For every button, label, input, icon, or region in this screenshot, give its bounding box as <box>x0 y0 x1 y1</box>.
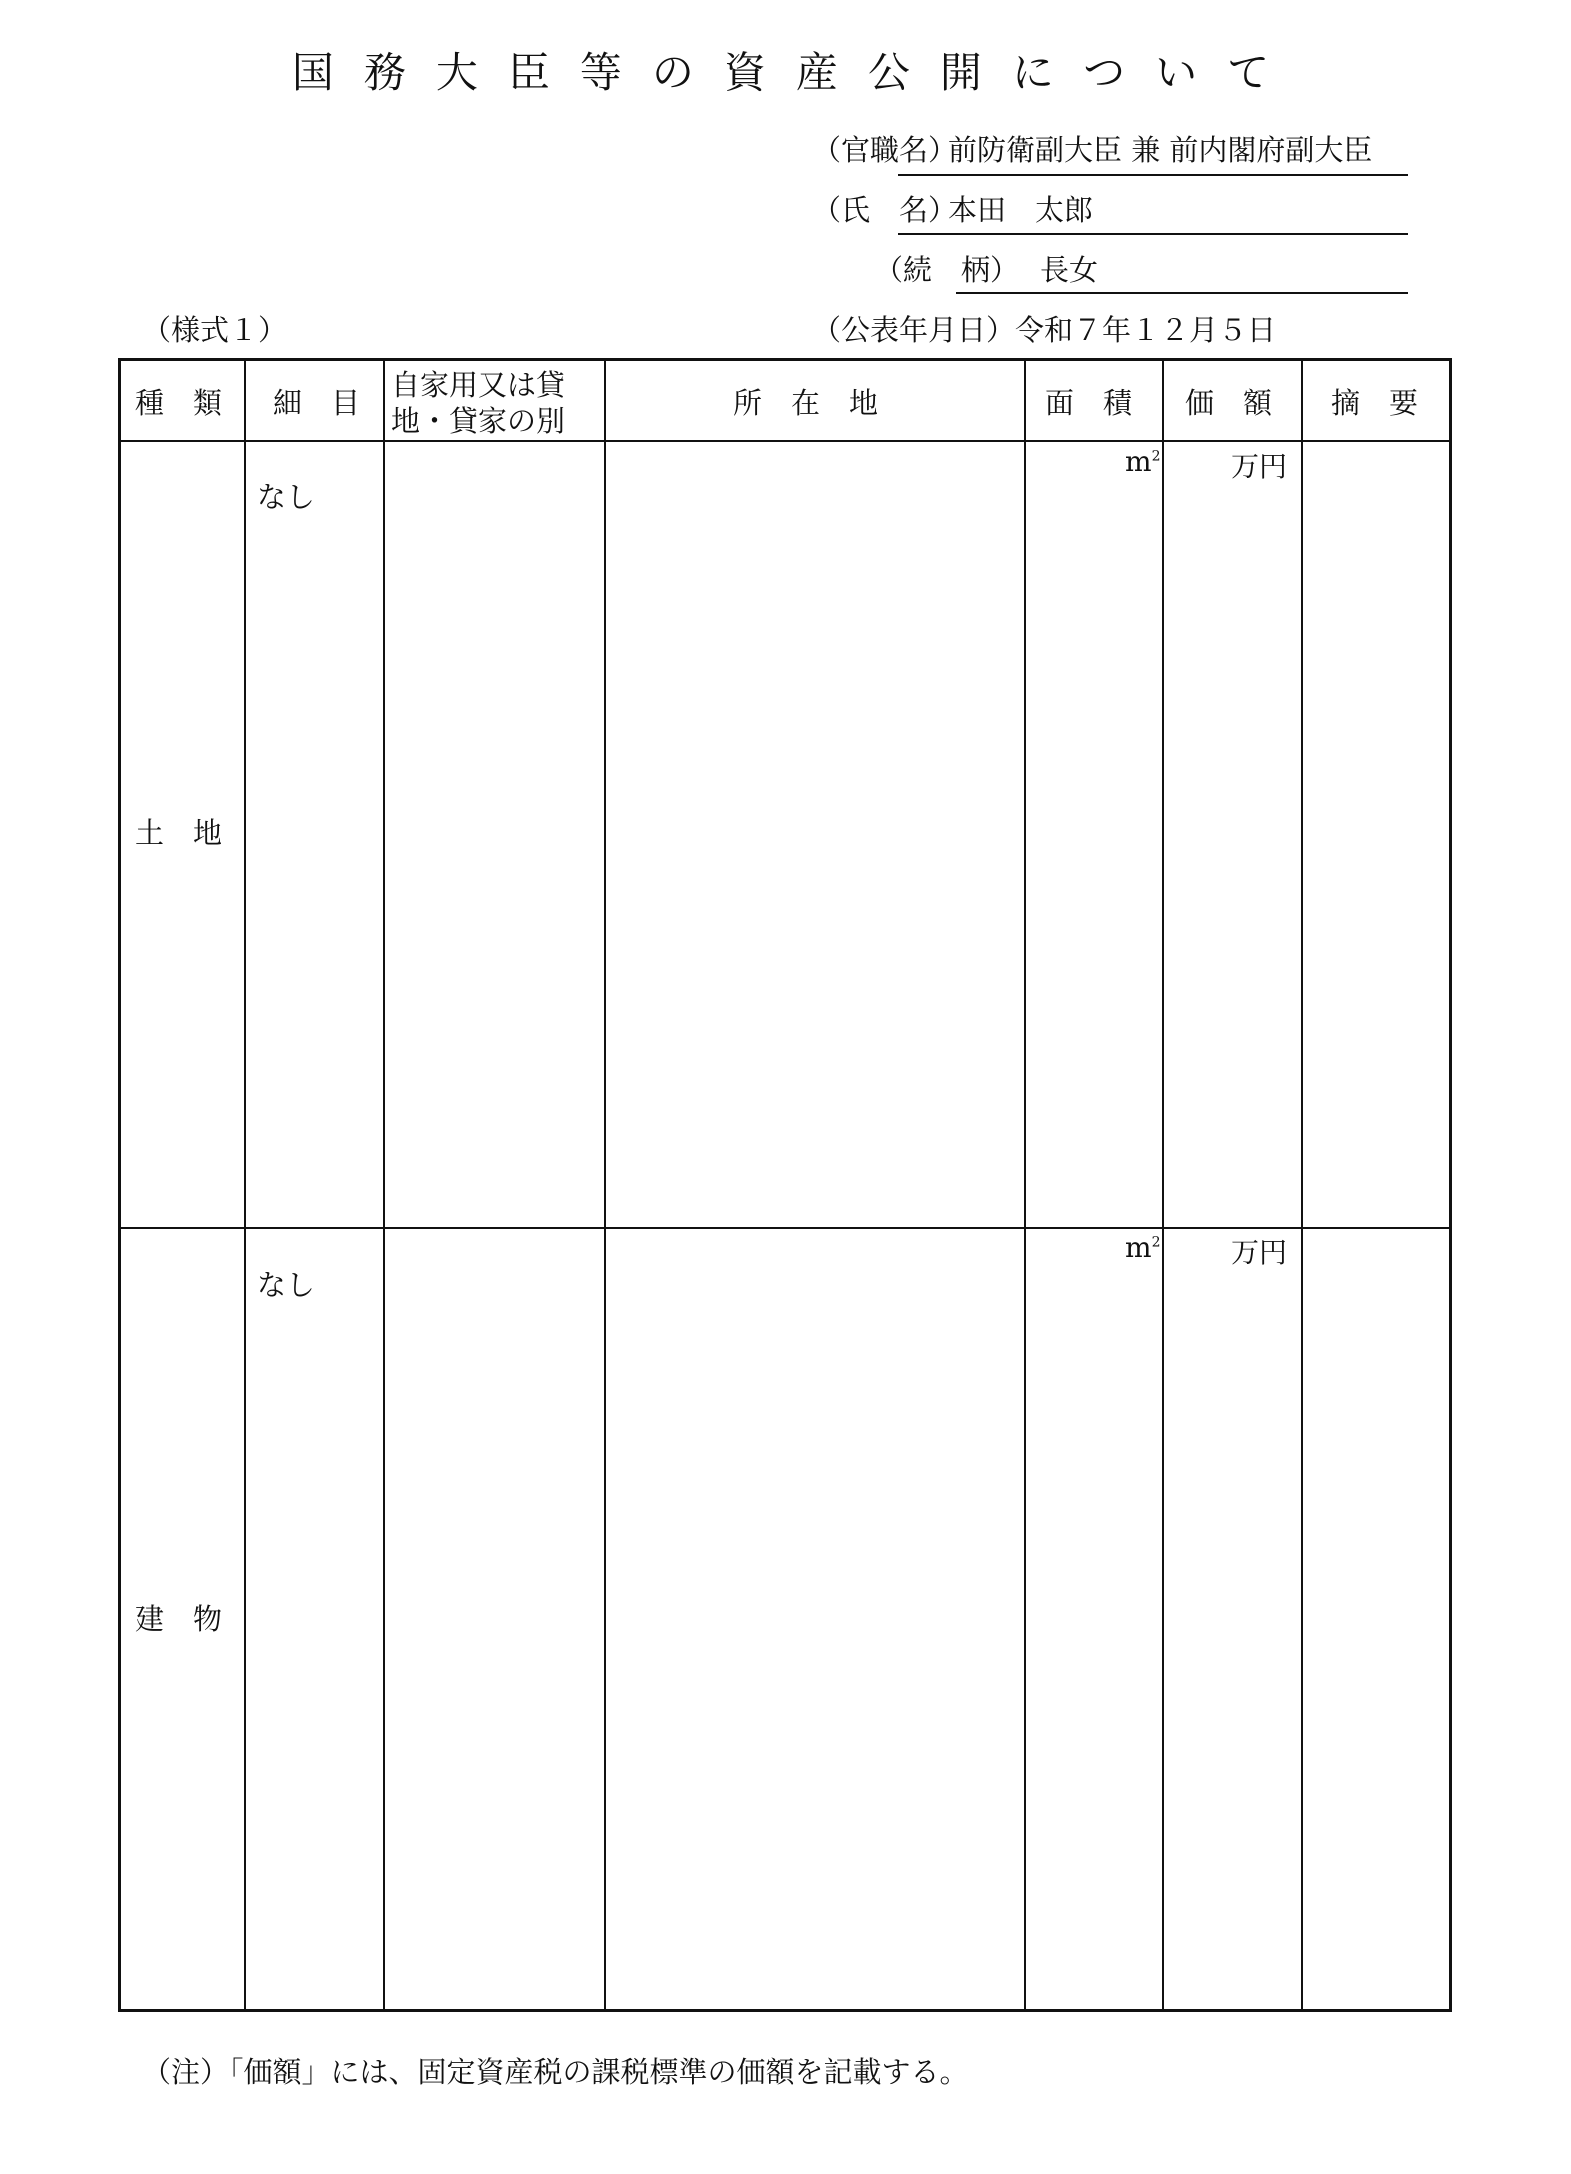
row-divider <box>121 1227 1449 1229</box>
col-divider-price <box>1301 361 1303 2009</box>
publication-date <box>812 308 1276 349</box>
page-title: 国務大臣等の資産公開について <box>291 48 1300 97</box>
header-use-line1: 自家用又は貸 <box>391 368 566 402</box>
position-label: （官職名） <box>812 133 958 167</box>
form-label: （様式１） <box>142 313 288 347</box>
col-divider-use <box>604 361 606 2009</box>
col-divider-type <box>244 361 246 2009</box>
name-label: （氏 名） <box>812 193 958 227</box>
row-type-building: 建 物 <box>135 1602 223 1636</box>
relation-underline <box>956 292 1408 294</box>
header-location: 所 在 地 <box>733 386 879 420</box>
col-divider-area <box>1162 361 1164 2009</box>
area-unit-land: $m^2$ <box>1125 445 1161 478</box>
header-remarks: 摘 要 <box>1331 386 1419 420</box>
header-price: 価 額 <box>1185 386 1273 420</box>
header-divider <box>121 440 1449 442</box>
position-underline <box>898 174 1408 176</box>
area-unit-building: $m^2$ <box>1125 1231 1161 1264</box>
footnote: （注）「価額」には、固定資産税の課税標準の価額を記載する。 <box>142 2055 969 2089</box>
header-type: 種 類 <box>135 386 223 420</box>
position-value: 前防衛副大臣 兼 前内閣府副大臣 <box>948 133 1373 167</box>
relation-label: （続 柄） <box>874 253 1020 287</box>
publication-date-value: 令和７年１２月５日 <box>1015 313 1277 347</box>
name-value: 本田 太郎 <box>948 193 1094 227</box>
col-divider-location <box>1024 361 1026 2009</box>
header-use-line2: 地・貸家の別 <box>391 404 566 438</box>
asset-table <box>118 358 1452 2012</box>
row-type-land: 土 地 <box>135 816 223 850</box>
relation-value: 長女 <box>1040 253 1099 287</box>
header-detail: 細 目 <box>273 386 361 420</box>
col-divider-detail <box>383 361 385 2009</box>
row-detail-land: なし <box>257 480 316 514</box>
price-unit-land: 万円 <box>1231 450 1288 483</box>
row-detail-building: なし <box>257 1268 316 1302</box>
price-unit-building: 万円 <box>1231 1236 1288 1269</box>
header-area: 面 積 <box>1045 386 1133 420</box>
publication-date-label: （公表年月日） <box>812 313 1016 347</box>
name-underline <box>898 233 1408 235</box>
